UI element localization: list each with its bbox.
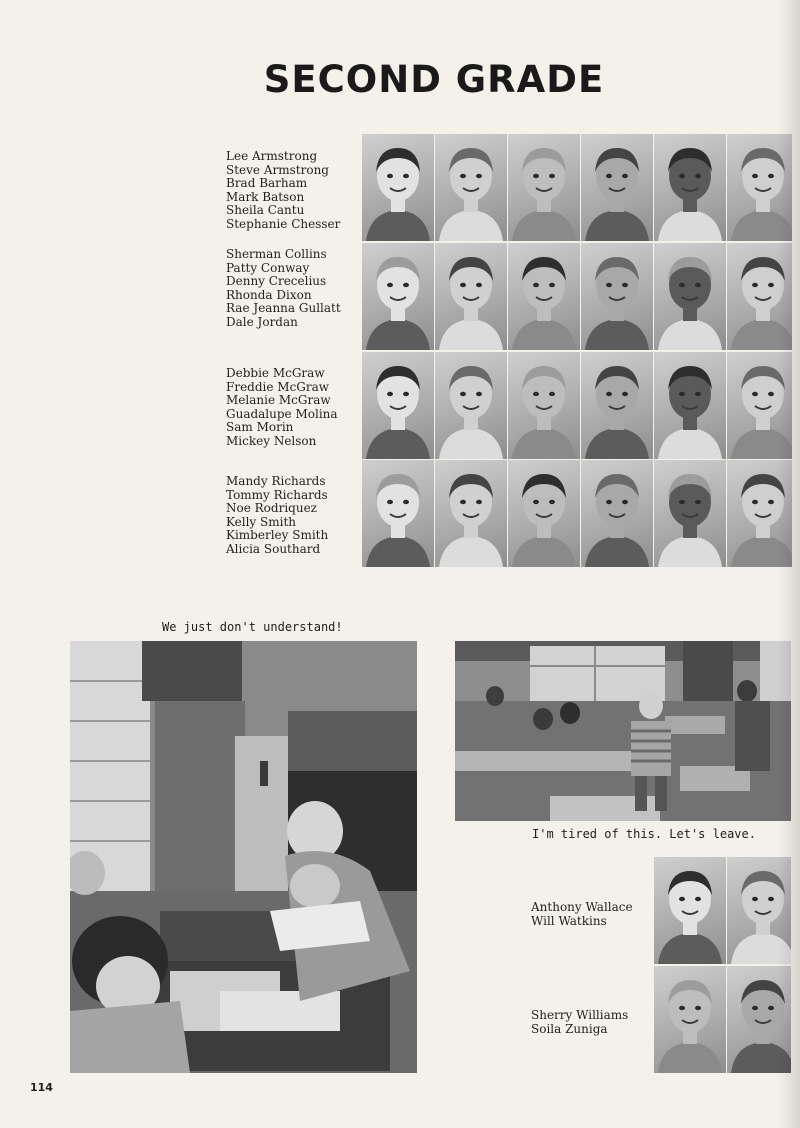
student-name: Mark Batson xyxy=(226,189,305,204)
student-name: Stephanie Chesser xyxy=(226,216,341,231)
portrait-silhouette xyxy=(508,243,580,350)
portrait-silhouette xyxy=(654,243,726,350)
portrait-row-5 xyxy=(654,857,791,964)
portrait-silhouette xyxy=(581,460,653,567)
student-name: Alicia Southard xyxy=(226,541,321,556)
name-list-bottom-2 xyxy=(531,1009,649,1036)
student-name: Debbie McGraw xyxy=(226,366,325,380)
name-list-bottom-1 xyxy=(531,901,649,928)
student-name: Brad Barham xyxy=(226,176,308,191)
portrait-silhouette xyxy=(362,352,434,459)
student-name: Rae Jeanna Gullatt xyxy=(226,301,341,316)
portrait-silhouette xyxy=(435,352,507,459)
student-portrait xyxy=(654,966,726,1073)
student-name: Sheila Cantu xyxy=(226,203,305,218)
portrait-silhouette xyxy=(654,134,726,241)
portrait-silhouette xyxy=(362,460,434,567)
student-name: Denny Crecelius xyxy=(226,274,327,289)
student-portrait xyxy=(581,243,653,350)
classroom-photo-teacher xyxy=(70,641,417,1073)
portrait-silhouette xyxy=(654,460,726,567)
page-edge-shadow xyxy=(778,0,800,1128)
portrait-silhouette xyxy=(654,352,726,459)
student-portrait xyxy=(654,243,726,350)
student-name: Rhonda Dixon xyxy=(226,287,312,302)
name-list-row-3 xyxy=(226,367,358,449)
portrait-silhouette xyxy=(581,134,653,241)
portrait-row-4 xyxy=(362,460,792,567)
student-portrait xyxy=(362,460,434,567)
portrait-row-2 xyxy=(362,243,792,350)
student-portrait xyxy=(654,460,726,567)
student-name: Freddie McGraw xyxy=(226,379,330,394)
student-name: Patty Conway xyxy=(226,260,310,275)
portrait-silhouette xyxy=(435,460,507,567)
portrait-silhouette xyxy=(581,352,653,459)
student-portrait xyxy=(581,460,653,567)
portrait-silhouette xyxy=(508,134,580,241)
portrait-silhouette xyxy=(581,243,653,350)
student-name: Guadalupe Molina xyxy=(226,406,338,421)
student-name: Kimberley Smith xyxy=(226,528,329,543)
student-portrait xyxy=(581,352,653,459)
student-portrait xyxy=(362,134,434,241)
student-portrait xyxy=(435,134,507,241)
portrait-silhouette xyxy=(362,243,434,350)
student-name: Dale Jordan xyxy=(226,314,298,329)
student-name: Tommy Richards xyxy=(226,487,328,502)
name-list-row-1 xyxy=(226,150,358,232)
page-title: SECOND GRADE xyxy=(263,58,605,101)
student-name: Kelly Smith xyxy=(226,514,297,529)
student-portrait xyxy=(654,857,726,964)
student-name: Anthony Wallace xyxy=(531,900,633,914)
portrait-silhouette xyxy=(435,243,507,350)
student-portrait xyxy=(362,243,434,350)
name-list-row-2 xyxy=(226,248,358,330)
student-name: Mandy Richards xyxy=(226,474,326,488)
student-portrait xyxy=(435,243,507,350)
photo-caption-right: I'm tired of this. Let's leave. xyxy=(532,827,756,841)
student-name: Noe Rodriquez xyxy=(226,501,317,516)
student-name: Sherman Collins xyxy=(226,247,327,261)
student-portrait xyxy=(508,243,580,350)
name-list-row-4 xyxy=(226,475,358,557)
student-portrait xyxy=(581,134,653,241)
student-name: Lee Armstrong xyxy=(226,149,318,163)
portrait-silhouette xyxy=(508,352,580,459)
student-portrait xyxy=(508,352,580,459)
student-name: Will Watkins xyxy=(531,913,607,928)
student-portrait xyxy=(654,352,726,459)
classroom-photo-students xyxy=(455,641,791,821)
portrait-row-3 xyxy=(362,352,792,459)
student-name: Sherry Williams xyxy=(531,1008,629,1022)
portrait-silhouette xyxy=(654,857,726,964)
student-portrait xyxy=(362,352,434,459)
photo-caption-left: We just don't understand! xyxy=(162,620,343,634)
student-name: Soila Zuniga xyxy=(531,1021,608,1036)
student-portrait xyxy=(508,460,580,567)
portrait-silhouette xyxy=(362,134,434,241)
portrait-row-6 xyxy=(654,966,791,1073)
portrait-row-1 xyxy=(362,134,792,241)
student-name: Steve Armstrong xyxy=(226,162,329,177)
portrait-silhouette xyxy=(508,460,580,567)
student-portrait xyxy=(435,352,507,459)
student-portrait xyxy=(435,460,507,567)
student-portrait xyxy=(654,134,726,241)
portrait-silhouette xyxy=(654,966,726,1073)
student-name: Mickey Nelson xyxy=(226,433,317,448)
page-number: 114 xyxy=(30,1081,53,1094)
portrait-silhouette xyxy=(435,134,507,241)
student-name: Sam Morin xyxy=(226,420,294,435)
student-portrait xyxy=(508,134,580,241)
student-name: Melanie McGraw xyxy=(226,393,331,408)
